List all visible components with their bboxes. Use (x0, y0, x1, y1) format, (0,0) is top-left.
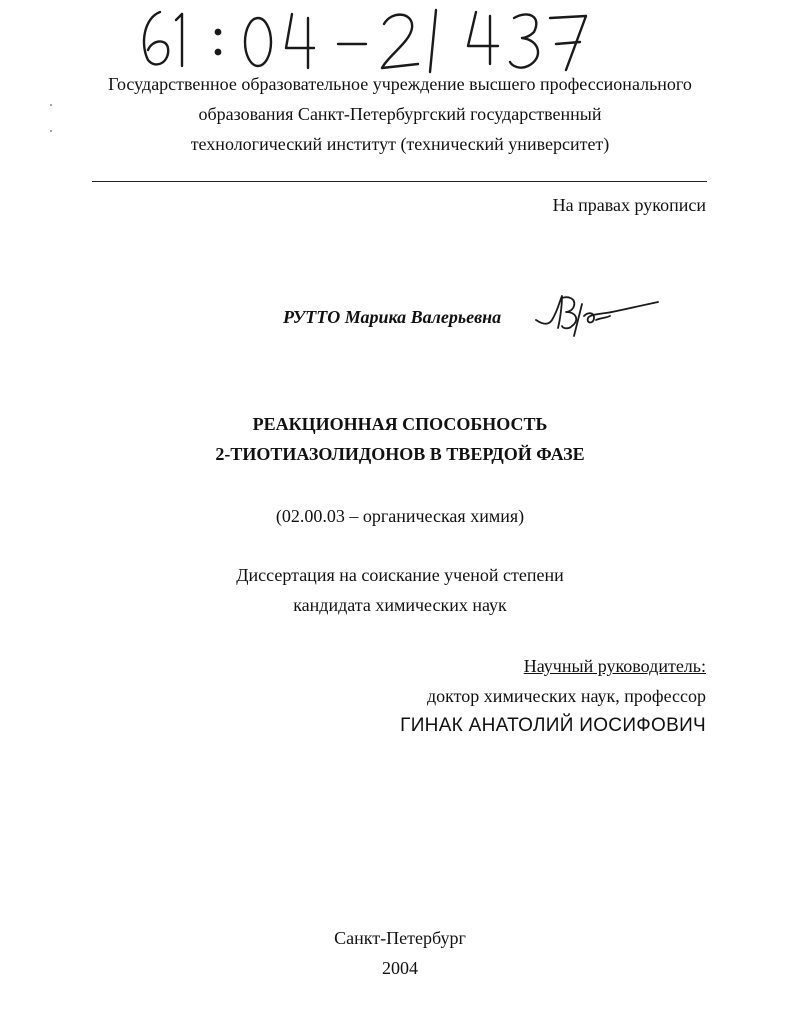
rights-note: На правах рукописи (552, 195, 706, 215)
degree-line-1: Диссертация на соискание ученой степени (236, 565, 564, 585)
handwritten-archive-number (130, 4, 600, 74)
degree-line-2: кандидата химических наук (293, 595, 507, 615)
dissertation-title-line-2: 2-ТИОТИАЗОЛИДОНОВ В ТВЕРДОЙ ФАЗЕ (215, 444, 585, 464)
year: 2004 (382, 958, 418, 978)
supervisor-title: доктор химических наук, профессор (427, 686, 706, 706)
institution-line-1: Государственное образовательное учреждение высшего профессионального (108, 74, 692, 94)
specialty-code: (02.00.03 – органическая химия) (275, 506, 525, 526)
signature (532, 290, 662, 340)
institution-line-3: технологический институт (технический университет) (190, 134, 610, 154)
author-name: РУТТО Марика Валерьевна (283, 307, 502, 327)
city: Санкт-Петербург (334, 928, 466, 948)
supervisor-name: ГИНАК АНАТОЛИЙ ИОСИФОВИЧ (400, 715, 706, 736)
institution-line-2: образования Санкт-Петербургский государственный (198, 104, 602, 124)
horizontal-divider (92, 181, 707, 182)
scan-speck (50, 104, 52, 106)
supervisor-heading: Научный руководитель: (523, 656, 706, 676)
dissertation-title-line-1: РЕАКЦИОННАЯ СПОСОБНОСТЬ (252, 414, 548, 434)
scan-speck (50, 130, 52, 132)
